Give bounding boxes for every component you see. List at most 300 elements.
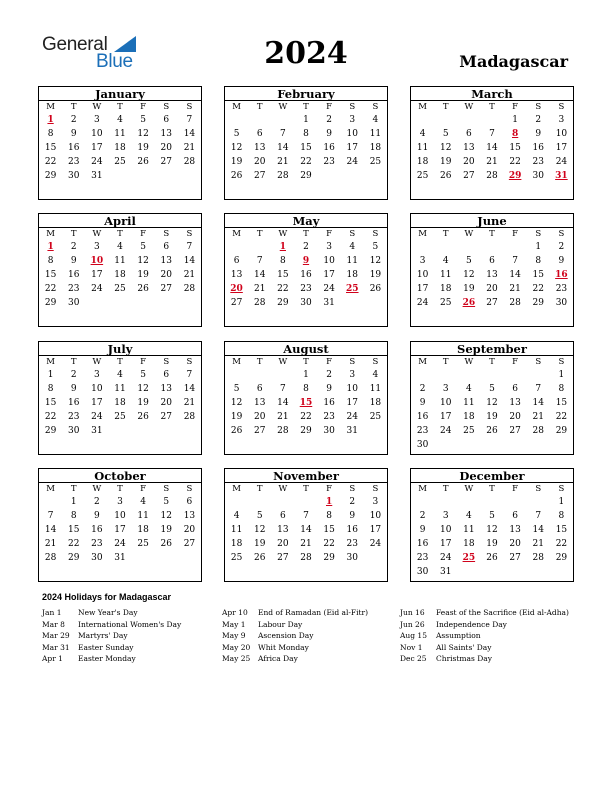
day-cell: 12 [253, 525, 266, 535]
weekday-label: W [278, 357, 288, 367]
empty-day-cell [480, 113, 503, 127]
day-cell: 1 [535, 242, 542, 252]
weekday-label: S [349, 102, 356, 112]
day-cell: 14 [486, 143, 498, 153]
day-cell: 16 [346, 525, 358, 535]
empty-day-cell [411, 495, 434, 509]
day-cell: 13 [486, 270, 498, 280]
day-cell: 3 [442, 511, 449, 521]
day-cell: 14 [253, 270, 266, 280]
day-cell: 3 [349, 115, 356, 125]
day-cell: 12 [230, 398, 243, 408]
weekday-label: W [464, 102, 474, 112]
day-cell: 20 [253, 157, 266, 167]
day-cell: 16 [91, 525, 103, 535]
empty-day-cell [480, 495, 503, 509]
empty-day-cell [434, 368, 457, 382]
day-cell: 9 [419, 525, 426, 535]
day-cell: 29 [532, 298, 544, 308]
holidays-column [222, 607, 368, 665]
day-cell: 21 [532, 539, 544, 549]
day-cell: 15 [277, 270, 289, 280]
day-cell: 28 [253, 298, 266, 308]
holiday-name: Africa Day [258, 654, 298, 663]
holiday-date: Dec 25 [400, 654, 427, 663]
empty-day-cell [341, 169, 364, 183]
week-row [411, 127, 573, 141]
day-cell: 28 [300, 553, 312, 563]
week-row [411, 396, 573, 410]
day-cell: 22 [300, 157, 312, 167]
weekday-label: S [535, 229, 542, 239]
empty-day-cell [248, 495, 271, 509]
day-cell: 11 [114, 129, 126, 139]
weekday-label: M [232, 102, 241, 112]
day-cell: 29 [67, 553, 80, 563]
day-cell: 6 [256, 129, 263, 139]
holiday-name: Assumption [436, 631, 481, 640]
weekday-header-row [39, 101, 201, 113]
day-cell: 26 [369, 284, 382, 294]
day-cell: 21 [183, 398, 196, 408]
day-cell: 8 [303, 129, 309, 139]
day-cell: 3 [326, 242, 332, 252]
holiday-day-cell: 31 [555, 171, 568, 181]
day-cell: 30 [300, 298, 312, 308]
empty-day-cell [504, 495, 527, 509]
weekday-label: S [349, 357, 356, 367]
day-cell: 26 [137, 284, 149, 294]
day-cell: 4 [117, 242, 123, 252]
holiday-item [222, 630, 368, 642]
weekday-label: W [92, 357, 102, 367]
day-cell: 29 [555, 426, 568, 436]
day-cell: 15 [44, 270, 57, 280]
week-row [225, 141, 387, 155]
day-cell: 15 [67, 525, 80, 535]
holiday-date: Jun 26 [400, 619, 425, 629]
day-cell: 8 [535, 256, 542, 266]
week-row [39, 127, 201, 141]
day-cell: 22 [555, 412, 568, 422]
day-cell: 4 [465, 511, 472, 521]
day-cell: 29 [44, 298, 57, 308]
day-cell: 9 [326, 129, 332, 139]
weekday-label: F [140, 357, 147, 367]
weekday-label: T [442, 102, 449, 112]
day-cell: 24 [369, 539, 382, 549]
day-cell: 1 [47, 370, 54, 380]
day-cell: 30 [416, 567, 429, 577]
day-cell: 4 [372, 115, 379, 125]
weekday-header-row [225, 228, 387, 240]
day-cell: 21 [277, 157, 289, 167]
day-cell: 5 [140, 115, 146, 125]
holiday-name: Easter Monday [78, 654, 136, 663]
day-cell: 7 [535, 511, 542, 521]
day-cell: 10 [91, 384, 103, 394]
week-row [39, 551, 201, 565]
day-cell: 18 [114, 270, 126, 280]
week-row [411, 254, 573, 268]
empty-day-cell [178, 424, 201, 438]
day-cell: 13 [277, 525, 289, 535]
weekday-label: S [186, 102, 193, 112]
day-cell: 12 [230, 143, 243, 153]
day-cell: 5 [465, 256, 472, 266]
day-cell: 17 [416, 284, 429, 294]
day-cell: 14 [183, 129, 196, 139]
day-cell: 10 [346, 384, 358, 394]
week-row [411, 424, 573, 438]
day-cell: 13 [253, 398, 266, 408]
day-cell: 13 [463, 143, 475, 153]
day-cell: 10 [369, 511, 382, 521]
day-cell: 22 [532, 284, 544, 294]
weekday-label: S [163, 229, 170, 239]
weekday-label: W [278, 102, 288, 112]
day-cell: 18 [114, 143, 126, 153]
empty-day-cell [504, 438, 527, 452]
week-row [411, 268, 573, 282]
day-cell: 11 [369, 129, 382, 139]
day-cell: 20 [183, 525, 196, 535]
day-cell: 10 [323, 256, 335, 266]
holiday-date: Jun 16 [400, 608, 425, 617]
weekday-label: F [140, 229, 147, 239]
holiday-item [42, 642, 181, 654]
day-cell: 26 [160, 539, 172, 549]
day-cell: 8 [47, 256, 54, 266]
weekday-label: T [442, 484, 449, 494]
day-cell: 18 [439, 284, 452, 294]
day-cell: 23 [555, 284, 568, 294]
weekday-label: T [442, 229, 449, 239]
week-row [225, 127, 387, 141]
day-cell: 23 [416, 553, 429, 563]
day-cell: 23 [416, 426, 429, 436]
weekday-label: F [326, 229, 333, 239]
day-cell: 3 [93, 242, 100, 252]
day-cell: 3 [558, 115, 565, 125]
day-cell: 4 [372, 370, 379, 380]
week-row [39, 537, 201, 551]
month-december [410, 468, 574, 582]
day-cell: 18 [369, 398, 382, 408]
empty-day-cell [480, 240, 503, 254]
day-cell: 22 [555, 539, 568, 549]
holiday-day-cell: 16 [555, 270, 568, 280]
day-cell: 14 [532, 398, 544, 408]
weekday-label: F [140, 484, 147, 494]
weekday-label: F [512, 357, 519, 367]
day-cell: 5 [489, 511, 495, 521]
empty-day-cell [411, 240, 434, 254]
day-cell: 8 [558, 511, 565, 521]
weekday-label: S [372, 229, 379, 239]
day-cell: 11 [439, 270, 452, 280]
week-row [225, 523, 387, 537]
empty-day-cell [132, 551, 155, 565]
week-row [39, 169, 201, 183]
day-cell: 2 [93, 497, 100, 507]
weekday-label: M [46, 229, 55, 239]
weekday-label: T [117, 484, 123, 494]
day-cell: 20 [486, 284, 498, 294]
week-row [411, 509, 573, 523]
day-cell: 19 [486, 539, 498, 549]
empty-day-cell [318, 169, 341, 183]
holiday-name: Christmas Day [436, 654, 492, 663]
day-cell: 20 [253, 412, 266, 422]
weekday-label: T [70, 484, 77, 494]
weekday-label: T [256, 102, 263, 112]
day-cell: 1 [303, 115, 309, 125]
day-cell: 9 [70, 129, 77, 139]
empty-day-cell [550, 438, 573, 452]
day-cell: 22 [44, 284, 57, 294]
month-title: March [411, 87, 573, 101]
holiday-date: Mar 8 [42, 619, 65, 629]
day-cell: 11 [463, 525, 475, 535]
week-row [411, 537, 573, 551]
day-cell: 27 [160, 412, 172, 422]
day-cell: 2 [303, 242, 309, 252]
day-cell: 29 [277, 298, 289, 308]
day-cell: 24 [91, 284, 103, 294]
weekday-label: T [303, 357, 309, 367]
day-cell: 2 [558, 242, 565, 252]
day-cell: 26 [486, 426, 498, 436]
day-cell: 13 [509, 525, 521, 535]
day-cell: 10 [416, 270, 429, 280]
week-row [411, 141, 573, 155]
day-cell: 7 [47, 511, 54, 521]
holiday-name: End of Ramadan (Eid al-Fitr) [258, 608, 369, 617]
week-row [225, 240, 387, 254]
empty-day-cell [527, 565, 550, 579]
week-row [225, 296, 387, 310]
holidays-title: 2024 Holidays for Madagascar [42, 592, 172, 602]
day-cell: 2 [419, 511, 426, 521]
day-cell: 19 [137, 398, 149, 408]
holiday-item [42, 607, 181, 619]
day-cell: 1 [512, 115, 518, 125]
day-cell: 28 [509, 298, 521, 308]
weekday-label: T [117, 357, 123, 367]
day-cell: 9 [349, 511, 356, 521]
day-cell: 6 [512, 511, 518, 521]
weekday-label: S [349, 229, 356, 239]
empty-day-cell [132, 169, 155, 183]
week-row [411, 155, 573, 169]
week-row [225, 424, 387, 438]
day-cell: 9 [93, 511, 100, 521]
day-cell: 22 [300, 412, 312, 422]
day-cell: 21 [253, 284, 266, 294]
holiday-item [222, 642, 368, 654]
day-cell: 22 [44, 412, 57, 422]
holiday-day-cell: 26 [462, 298, 476, 308]
weekday-label: F [140, 102, 147, 112]
holiday-day-cell: 1 [326, 497, 333, 507]
week-row [225, 282, 387, 296]
day-cell: 24 [114, 539, 126, 549]
week-row [39, 141, 201, 155]
day-cell: 7 [279, 129, 286, 139]
day-cell: 25 [369, 412, 382, 422]
empty-day-cell [504, 368, 527, 382]
day-cell: 4 [442, 256, 449, 266]
week-row [39, 410, 201, 424]
weekday-header-row [411, 101, 573, 113]
day-cell: 18 [463, 539, 475, 549]
day-cell: 20 [160, 143, 172, 153]
day-cell: 8 [47, 129, 54, 139]
weekday-label: T [70, 102, 77, 112]
day-cell: 23 [300, 284, 312, 294]
empty-day-cell [457, 368, 480, 382]
day-cell: 25 [416, 171, 429, 181]
day-cell: 23 [323, 157, 335, 167]
day-cell: 31 [114, 553, 126, 563]
day-cell: 24 [346, 157, 358, 167]
day-cell: 7 [256, 256, 263, 266]
day-cell: 30 [91, 553, 103, 563]
weekday-label: F [326, 484, 333, 494]
empty-day-cell [271, 495, 294, 509]
day-cell: 19 [486, 412, 498, 422]
day-cell: 12 [160, 511, 172, 521]
holiday-name: Independence Day [436, 619, 507, 629]
weekday-header-row [39, 228, 201, 240]
weekday-label: T [303, 102, 309, 112]
week-row [411, 240, 573, 254]
day-cell: 30 [67, 426, 80, 436]
day-cell: 26 [137, 412, 149, 422]
weekday-label: S [372, 102, 379, 112]
day-cell: 8 [279, 256, 286, 266]
weekday-header-row [411, 228, 573, 240]
empty-day-cell [248, 368, 271, 382]
week-row [411, 438, 573, 452]
day-cell: 7 [535, 384, 542, 394]
weekday-label: S [349, 484, 356, 494]
holiday-name: Whit Monday [258, 642, 309, 652]
day-cell: 30 [67, 171, 80, 181]
day-cell: 26 [230, 426, 243, 436]
holiday-item [400, 653, 569, 665]
week-row [39, 396, 201, 410]
day-cell: 4 [419, 129, 426, 139]
day-cell: 27 [160, 284, 172, 294]
day-cell: 11 [137, 511, 149, 521]
day-cell: 22 [67, 539, 80, 549]
holiday-name: Feast of the Sacrifice (Eid al-Adha) [436, 608, 569, 617]
week-row [411, 113, 573, 127]
weekday-label: S [372, 357, 379, 367]
day-cell: 20 [160, 398, 172, 408]
empty-day-cell [527, 368, 550, 382]
day-cell: 30 [532, 171, 544, 181]
day-cell: 3 [372, 497, 379, 507]
holiday-date: Jan 1 [42, 608, 62, 617]
day-cell: 2 [70, 370, 77, 380]
day-cell: 29 [300, 171, 312, 181]
week-row [411, 523, 573, 537]
day-cell: 17 [114, 525, 126, 535]
month-title: February [225, 87, 387, 101]
day-cell: 21 [183, 143, 196, 153]
day-cell: 7 [279, 384, 286, 394]
day-cell: 30 [555, 298, 568, 308]
holiday-day-cell: 8 [512, 129, 519, 139]
day-cell: 26 [137, 157, 149, 167]
day-cell: 17 [369, 525, 382, 535]
day-cell: 2 [349, 497, 356, 507]
day-cell: 28 [44, 553, 57, 563]
day-cell: 10 [439, 525, 452, 535]
weekday-label: S [163, 484, 170, 494]
day-cell: 7 [186, 370, 193, 380]
day-cell: 28 [532, 426, 544, 436]
week-row [225, 509, 387, 523]
holiday-date: May 9 [222, 631, 246, 640]
day-cell: 19 [369, 270, 382, 280]
week-row [225, 113, 387, 127]
holiday-day-cell: 20 [230, 284, 243, 294]
holiday-date: May 20 [222, 642, 251, 652]
month-november [224, 468, 388, 582]
day-cell: 19 [160, 525, 172, 535]
week-row [39, 368, 201, 382]
day-cell: 3 [93, 115, 100, 125]
day-cell: 13 [509, 398, 521, 408]
weekday-header-row [39, 483, 201, 495]
month-title: November [225, 469, 387, 483]
day-cell: 2 [535, 115, 542, 125]
day-cell: 3 [349, 370, 356, 380]
month-august [224, 341, 388, 455]
holiday-date: Mar 29 [42, 631, 70, 640]
day-cell: 26 [486, 553, 498, 563]
month-october [38, 468, 202, 582]
day-cell: 21 [277, 412, 289, 422]
day-cell: 16 [532, 143, 544, 153]
day-cell: 7 [186, 242, 193, 252]
day-cell: 25 [439, 298, 452, 308]
weekday-label: S [558, 229, 565, 239]
day-cell: 27 [230, 298, 243, 308]
day-cell: 6 [256, 384, 263, 394]
weekday-header-row [411, 483, 573, 495]
week-row [225, 495, 387, 509]
weekday-label: W [464, 229, 474, 239]
day-cell: 12 [439, 143, 452, 153]
weekday-label: M [418, 229, 427, 239]
day-cell: 20 [277, 539, 289, 549]
week-row [411, 169, 573, 183]
weekday-label: T [489, 102, 495, 112]
day-cell: 5 [140, 370, 146, 380]
holiday-date: Nov 1 [400, 642, 423, 652]
day-cell: 24 [439, 553, 452, 563]
weekday-label: S [186, 484, 193, 494]
holidays-column [42, 607, 181, 665]
week-row [411, 495, 573, 509]
day-cell: 28 [183, 284, 196, 294]
day-cell: 27 [160, 157, 172, 167]
